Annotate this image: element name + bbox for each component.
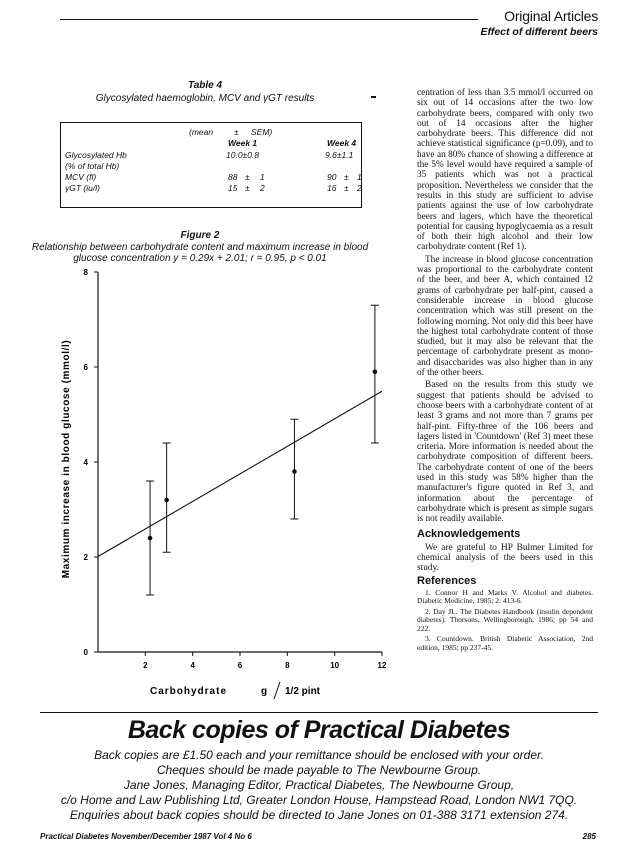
table-cell: ± [245,172,250,182]
table-caption-title: Table 4 [187,80,223,91]
x-tick-label: 6 [237,661,243,670]
table-cell: ± [344,183,349,193]
references-heading: References [417,574,477,587]
footer-journal: Practical Diabetes November/December 1987 Vol 4 No 6 [40,832,252,841]
y-tick-label: 8 [83,268,88,277]
table-cell: 2 [260,183,265,193]
body-paragraph: Based on the results from this study we suggest that patients should be advised to choose beers with a carbohydrate content of at least 3 grams and not more than 7 grams per half-pint. Fifty-three of the 106 beers and lagers listed in 'Countdown' (Ref 3) meet these criteria. More information is needed about the carbohydrate composition of different beers. The carbohydrate content of one of the beers used in this study was 58% higher than the manufacturer's figure quoted in Ref 3, and information about the percentage of carbohydrate which is present as simple sugars is not readily available. [417,380,593,525]
table-cell: 1 [260,172,265,182]
figure-caption-line1: Relationship between carbohydrate content and maximum increase in blood [31,242,369,253]
y-tick-label: 0 [83,648,88,657]
table-sem-label: SEM) [251,127,273,137]
x-tick-label: 2 [143,661,148,670]
table-cell: 1 [357,172,362,182]
banner-line: Jane Jones, Managing Editor, Practical Diabetes, The Newbourne Group, [123,778,515,792]
header-rule [60,19,478,20]
body-paragraph: The increase in blood glucose concentration was proportional to the carbohydrate content of the beer, and beer A, which contained 12 grams of carbohydrate per half-pint, caused a considerable increase in blood glucose concentration which was still present on the following morning. Not only did this beer have the highest total carbohydrate content of those studied, but it may also be relevant that the percentage of carbohydrate present as mono- and disaccharides was also higher than in any of the other beers. [417,254,593,379]
page-number: 285 [582,832,596,841]
table-row-label: MCV (fl) [65,172,97,182]
table-cell: 15 [228,183,238,193]
reference-item: 2. Day JL. The Diabetes Handbook (insulin dependent diabetes). Thorsons, Wellingborough, 1986; pp 54 and 222. [417,606,593,633]
data-point [164,498,169,503]
x-tick-label: 8 [285,661,290,670]
right-column [417,88,593,654]
table-col-week1: Week 1 [228,138,258,148]
banner-line: c/o Home and Law Publishing Ltd, Greater London House, Hampstead Road, London NW1 7QQ. [60,793,578,807]
x-tick-label: 10 [330,661,340,670]
table-cell: 2 [357,183,362,193]
scatter-chart [50,262,410,702]
reference-item: 3. Countdown. British Diabetic Association, 2nd edition, 1985; pp 237-45. [417,634,593,652]
banner-line: Cheques should be made payable to The Newbourne Group. [156,763,482,777]
banner-rule [40,712,598,713]
results-table [60,122,362,208]
y-axis-label: Maximum increase in blood glucose (mmol/l) [61,339,72,579]
table-pm-symbol: ± [234,127,239,137]
article-running-title: Effect of different beers [480,26,598,38]
section-title: Original Articles [504,8,598,24]
body-paragraph: centration of less than 3.5 mmol/l occurred on six out of 14 occasions after the two low carbohydrate beers, compared with only two out of 14 occasions after the higher carbohydrate beers. This difference did not achieve statistical significance (p=0.09), and to have an 80% chance of showing a difference at the 5% level would have required a sample of 35 patients which was not a practical proposition. Nevertheless we consider that the results in this study are sufficient to advise patients against the use of low carbohydrate beers and lagers, which have the theoretical potential for causing hypoglycaemia as a result of both their high alcohol and their low carbohydrate content (Ref 1). [417,88,593,253]
table-cell: ± [245,183,250,193]
table-row-label: (% of total Hb) [65,161,120,171]
x-tick-label: 4 [190,661,195,670]
x-axis-unit-pint: 1/2 pint [285,686,321,697]
table-caption-subtitle: Glycosylated haemoglobin, MCV and γGT results [95,93,315,104]
data-point [148,536,153,541]
figure-title: Figure 2 [180,230,220,241]
table-col-week4: Week 4 [327,138,357,148]
x-axis-unit-g: g [261,686,268,697]
x-axis-unit-slash [274,682,280,699]
banner-line: Back copies are £1.50 each and your remittance should be enclosed with your order. [94,748,544,762]
table-cell: 10.0±0.8 [226,150,260,160]
figure-caption-line2: glucose concentration y = 0.29x + 2.01; r = 0.95, p < 0.01 [73,253,327,264]
table-cell: 90 [327,172,337,182]
table-cell: 88 [228,172,238,182]
data-point [292,469,297,474]
reference-item: 1. Connor H and Marks V. Alcohol and diabetes. Diabetic Medicine, 1985; 2: 413-6. [417,587,593,606]
y-tick-label: 6 [83,363,88,372]
acknowledgements-text: We are grateful to HP Bulmer Limited for chemical analysis of the beers used in this study. [417,542,593,574]
banner-line: Enquiries about back copies should be directed to Jane Jones on 01-388 3171 extension 274. [69,808,569,822]
banner-title: Back copies of Practical Diabetes [127,716,511,744]
acknowledgements-heading: Acknowledgements [417,528,521,541]
table-cell: 9.6±1.1 [325,150,354,160]
table-row-label: γGT (iu/l) [65,183,100,193]
table-cell: 16 [327,183,337,193]
y-tick-label: 4 [83,458,88,467]
y-tick-label: 2 [83,553,88,562]
regression-line [98,391,382,556]
table-row-label: Glycosylated Hb [65,150,127,160]
x-tick-label: 12 [377,661,387,670]
caption-mark [371,96,376,98]
x-axis-label: Carbohydrate [150,686,228,697]
table-mean-label: (mean [189,127,214,137]
data-point [373,369,378,374]
table-cell: ± [344,172,349,182]
